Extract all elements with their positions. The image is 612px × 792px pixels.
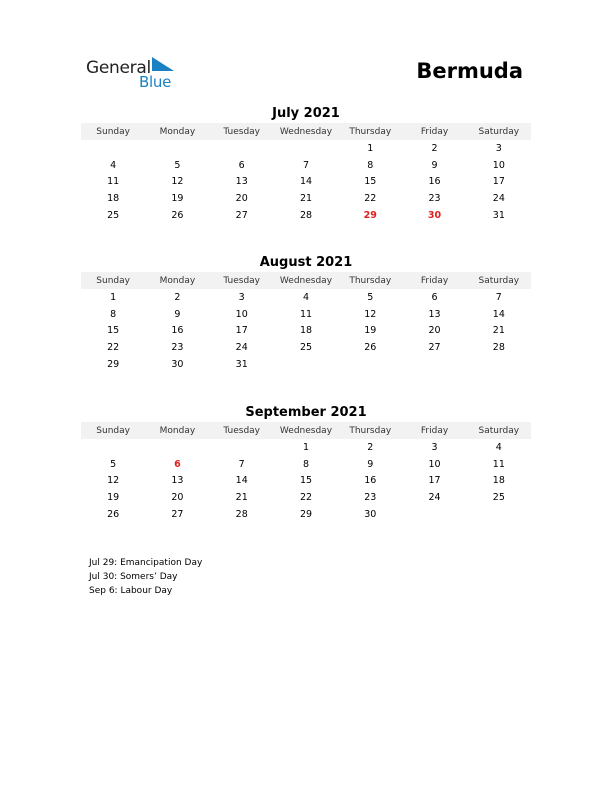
day-cell: 2 [174, 291, 181, 303]
day-cell: 15 [107, 325, 120, 337]
day-cell: 9 [174, 308, 181, 320]
day-cell: 27 [235, 210, 248, 222]
day-cell: 27 [428, 342, 441, 354]
day-cell: 14 [492, 308, 505, 320]
weekday-label: Friday [420, 126, 449, 137]
day-cell: 15 [299, 475, 313, 487]
day-cell: 13 [171, 475, 184, 487]
logo-word-blue: Blue [139, 73, 171, 91]
weekday-label: Saturday [478, 126, 520, 137]
day-cell: 22 [107, 342, 120, 354]
weekday-label: Saturday [478, 275, 520, 286]
day-cell: 24 [428, 492, 441, 504]
month-title: September 2021 [245, 405, 367, 420]
week-row [81, 190, 531, 207]
day-cell: 2 [431, 142, 438, 154]
weekday-label: Tuesday [223, 126, 261, 137]
day-cell: 12 [171, 176, 184, 188]
weekday-label: Sunday [96, 425, 130, 436]
day-cell: 1 [302, 441, 309, 453]
month-grid [81, 140, 531, 224]
day-cell: 14 [299, 176, 313, 188]
weekday-label: Sunday [96, 275, 130, 286]
day-cell: 11 [299, 308, 313, 320]
month-block-august [81, 254, 531, 373]
day-cell: 19 [107, 492, 120, 504]
weekday-label: Monday [159, 275, 196, 286]
holiday-item: Jul 30: Somers’ Day [89, 572, 178, 582]
day-cell: 30 [427, 210, 442, 222]
weekday-label: Tuesday [223, 275, 261, 286]
day-cell: 13 [235, 176, 248, 188]
day-cell: 26 [364, 342, 377, 354]
weekday-label: Wednesday [279, 275, 333, 286]
day-cell: 6 [431, 291, 438, 303]
day-cell: 4 [110, 159, 117, 171]
day-cell: 22 [299, 492, 313, 504]
day-cell: 25 [492, 492, 505, 504]
weekday-label: Saturday [478, 425, 520, 436]
day-cell: 16 [364, 475, 377, 487]
week-row [81, 289, 531, 306]
day-cell: 8 [110, 308, 117, 320]
week-row [81, 456, 531, 473]
day-cell: 26 [171, 210, 184, 222]
day-cell: 15 [364, 176, 377, 188]
day-cell: 31 [235, 359, 248, 371]
country-title: Bermuda [416, 59, 523, 83]
day-cell: 9 [431, 159, 438, 171]
weekday-label: Wednesday [279, 425, 333, 436]
day-cell: 18 [299, 325, 313, 337]
holiday-list [89, 556, 202, 598]
day-cell: 5 [174, 159, 181, 171]
day-cell: 12 [107, 475, 120, 487]
week-row [81, 356, 531, 373]
weekday-header [81, 422, 531, 439]
day-cell: 9 [367, 458, 374, 470]
month-grid [81, 439, 531, 523]
day-cell: 23 [428, 193, 441, 205]
day-cell: 20 [171, 492, 184, 504]
week-row [81, 473, 531, 490]
day-cell: 30 [171, 359, 184, 371]
weekday-label: Sunday [96, 126, 130, 137]
month-block-july [81, 105, 531, 224]
day-cell: 20 [428, 325, 441, 337]
day-cell: 31 [492, 210, 505, 222]
day-cell: 29 [299, 509, 313, 521]
day-cell: 13 [428, 308, 441, 320]
day-cell: 1 [367, 142, 374, 154]
day-cell: 21 [299, 193, 313, 205]
day-cell: 14 [235, 475, 248, 487]
day-cell: 17 [492, 176, 505, 188]
week-row [81, 157, 531, 174]
day-cell: 4 [495, 441, 502, 453]
day-cell: 29 [107, 359, 120, 371]
day-cell: 20 [235, 193, 248, 205]
day-cell: 5 [110, 458, 117, 470]
weekday-label: Friday [420, 275, 449, 286]
weekday-label: Thursday [349, 275, 392, 286]
day-cell: 27 [171, 509, 184, 521]
weekday-label: Monday [159, 126, 196, 137]
day-cell: 11 [492, 458, 505, 470]
day-cell: 28 [492, 342, 505, 354]
day-cell: 17 [428, 475, 441, 487]
day-cell: 30 [364, 509, 377, 521]
day-cell: 1 [110, 291, 117, 303]
week-row [81, 339, 531, 356]
generalblue-logo [86, 56, 196, 92]
weekday-header [81, 123, 531, 140]
day-cell: 8 [302, 458, 309, 470]
week-row [81, 306, 531, 323]
week-row [81, 323, 531, 340]
day-cell: 24 [235, 342, 248, 354]
day-cell: 6 [238, 159, 245, 171]
day-cell: 28 [235, 509, 248, 521]
day-cell: 8 [367, 159, 374, 171]
weekday-label: Wednesday [279, 126, 333, 137]
day-cell: 3 [238, 291, 245, 303]
day-cell: 3 [495, 142, 502, 154]
weekday-label: Thursday [349, 126, 392, 137]
day-cell: 29 [363, 210, 377, 222]
day-cell: 4 [302, 291, 309, 303]
day-cell: 18 [492, 475, 505, 487]
week-row [81, 489, 531, 506]
day-cell: 28 [299, 210, 313, 222]
month-grid [81, 289, 531, 373]
day-cell: 10 [492, 159, 505, 171]
month-title: July 2021 [272, 106, 340, 121]
day-cell: 3 [431, 441, 438, 453]
day-cell: 5 [367, 291, 374, 303]
day-cell: 25 [107, 210, 120, 222]
weekday-header [81, 272, 531, 289]
day-cell: 22 [364, 193, 377, 205]
day-cell: 17 [235, 325, 248, 337]
day-cell: 2 [367, 441, 374, 453]
day-cell: 7 [495, 291, 502, 303]
day-cell: 11 [107, 176, 120, 188]
day-cell: 19 [171, 193, 184, 205]
day-cell: 23 [171, 342, 184, 354]
holiday-item: Jul 29: Emancipation Day [89, 558, 203, 568]
day-cell: 21 [492, 325, 505, 337]
day-cell: 6 [174, 458, 181, 470]
logo-word-general: General [86, 58, 151, 78]
day-cell: 21 [235, 492, 248, 504]
week-row [81, 506, 531, 523]
week-row [81, 140, 531, 157]
holiday-item: Sep 6: Labour Day [89, 586, 173, 596]
day-cell: 23 [364, 492, 377, 504]
week-row [81, 174, 531, 191]
day-cell: 18 [107, 193, 120, 205]
day-cell: 7 [302, 159, 309, 171]
weekday-label: Tuesday [223, 425, 261, 436]
day-cell: 7 [238, 458, 245, 470]
day-cell: 16 [171, 325, 184, 337]
weekday-label: Friday [420, 425, 449, 436]
week-row [81, 439, 531, 456]
month-block-september [81, 404, 531, 523]
day-cell: 26 [107, 509, 120, 521]
weekday-label: Thursday [349, 425, 392, 436]
day-cell: 10 [235, 308, 248, 320]
day-cell: 16 [428, 176, 441, 188]
day-cell: 24 [492, 193, 505, 205]
logo-flag-icon [152, 57, 174, 71]
day-cell: 19 [364, 325, 377, 337]
weekday-label: Monday [159, 425, 196, 436]
month-title: August 2021 [259, 255, 353, 270]
day-cell: 12 [364, 308, 377, 320]
day-cell: 25 [299, 342, 313, 354]
week-row [81, 207, 531, 224]
day-cell: 10 [428, 458, 441, 470]
